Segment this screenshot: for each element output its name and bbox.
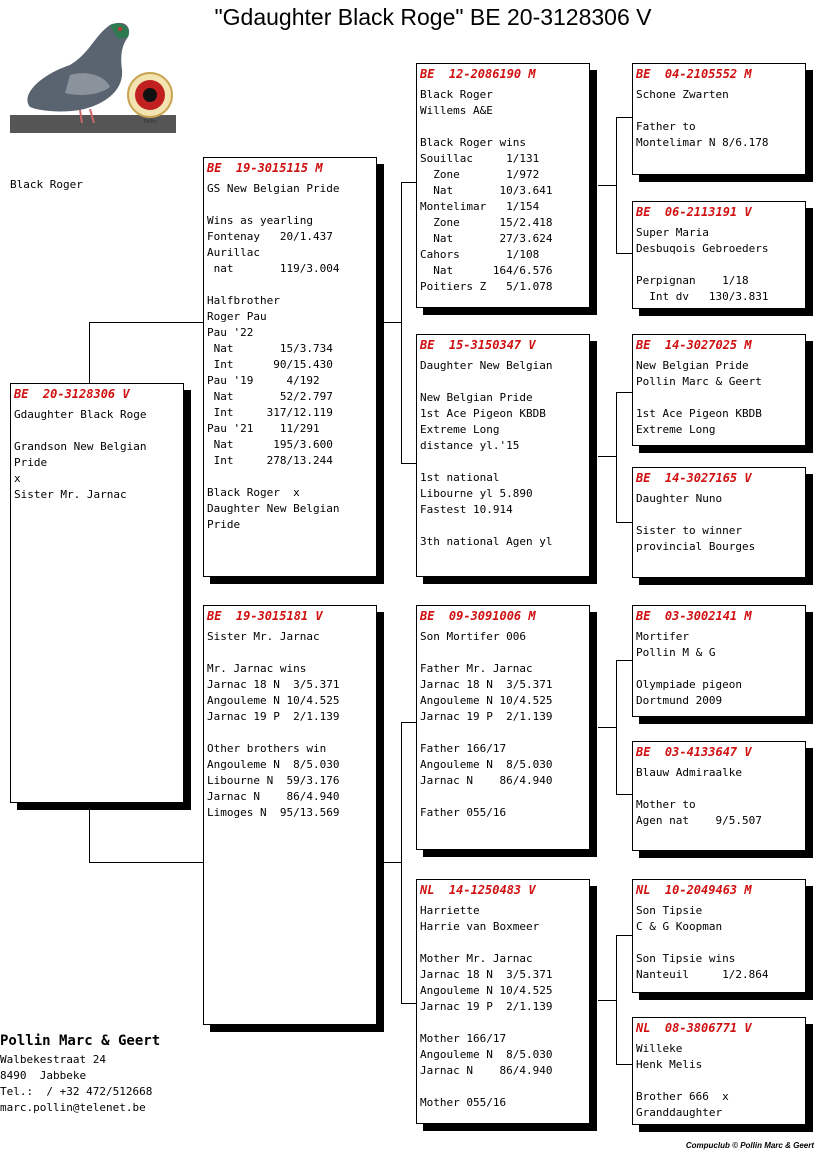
ring-number: NL 14-1250483 V — [420, 883, 536, 897]
dam-card[interactable] — [203, 605, 377, 1025]
ring-number: NL 10-2049463 M — [636, 883, 752, 897]
pedigree-text: Son Mortifer 006 Father Mr. Jarnac Jarnac 18 N 3/5.371 Angouleme N 10/4.525 Jarnac 19 P 2/1.139 Father 166/17 Angouleme N 8/5.030 Jarnac N 86/4.940 Father 055/16 — [420, 630, 553, 819]
pedigree-text: GS New Belgian Pride Wins as yearling Fontenay 20/1.437 Aurillac nat 119/3.004 Halfbrother Roger Pau Pau '22 Nat 15/3.734 Int 90/15.430 Pau '19 4/192 Nat 52/2.797 Int 317/12.119 Pau '21 11/291 Nat 195/3.600 Int 278/13.244 Black Roger x Daughter New Belgian Pride — [207, 182, 340, 531]
ring-number: BE 14-3027165 V — [636, 471, 752, 485]
pedigree-text: Schone Zwarten Father to Montelimar N 8/6.178 — [636, 88, 769, 149]
ring-number: BE 19-3015115 M — [207, 161, 323, 175]
ring-number: BE 19-3015181 V — [207, 609, 323, 623]
sire-sire-card[interactable] — [416, 63, 590, 308]
sire-card[interactable] — [203, 157, 377, 577]
sds-card[interactable] — [632, 334, 806, 446]
dam-dam-card[interactable] — [416, 879, 590, 1124]
pedigree-text: Super Maria Desbuqois Gebroeders Perpignan 1/18 Int dv 130/3.831 — [636, 226, 769, 303]
ssd-card[interactable] — [632, 201, 806, 309]
pedigree-text: Daughter New Belgian New Belgian Pride 1st Ace Pigeon KBDB Extreme Long distance yl.'15 1st national Libourne yl 5.890 Fastest 10.914 3th national Agen yl — [420, 359, 553, 548]
ring-number: BE 06-2113191 V — [636, 205, 752, 219]
dam-sire-card[interactable] — [416, 605, 590, 850]
pedigree-text: Blauw Admiraalke Mother to Agen nat 9/5.507 — [636, 766, 762, 827]
sdd-card[interactable] — [632, 467, 806, 578]
ring-number: BE 15-3150347 V — [420, 338, 536, 352]
pedigree-text: Daughter Nuno Sister to winner provincial Bourges — [636, 492, 756, 553]
footer-credit: Compuclub © Pollin Marc & Geert — [685, 1141, 814, 1150]
owner-block — [0, 1033, 160, 1116]
ring-number: BE 12-2086190 M — [420, 67, 536, 81]
pedigree-text: Willeke Henk Melis Brother 666 x Granddaughter — [636, 1042, 729, 1119]
ring-number: BE 03-4133647 V — [636, 745, 752, 759]
pedigree-text: Sister Mr. Jarnac Mr. Jarnac wins Jarnac 18 N 3/5.371 Angouleme N 10/4.525 Jarnac 19 P 2/1.139 Other brothers win Angouleme N 8/5.030 Libourne N 59/3.176 Jarnac N 86/4.940 Limoges N 95/13.569 — [207, 630, 340, 819]
ring-number: BE 04-2105552 M — [636, 67, 752, 81]
sss-card[interactable] — [632, 63, 806, 175]
dsd-card[interactable] — [632, 741, 806, 851]
sire-dam-card[interactable] — [416, 334, 590, 577]
top-left-note: Black Roger — [10, 178, 83, 191]
owner-name: Pollin Marc & Geert — [0, 1033, 161, 1049]
ring-number: BE 09-3091006 M — [420, 609, 536, 623]
pedigree-text: Gdaughter Black Roge Grandson New Belgian Pride x Sister Mr. Jarnac — [14, 408, 147, 501]
pedigree-text: Mortifer Pollin M & G Olympiade pigeon Dortmund 2009 — [636, 630, 742, 707]
ddd-card[interactable] — [632, 1017, 806, 1125]
ring-number: BE 14-3027025 M — [636, 338, 752, 352]
pigeon-logo — [10, 15, 176, 133]
ring-number: NL 08-3806771 V — [636, 1021, 752, 1035]
pedigree-text: New Belgian Pride Pollin Marc & Geert 1st Ace Pigeon KBDB Extreme Long — [636, 359, 762, 436]
svg-text:Pollin: Pollin — [143, 119, 157, 125]
pedigree-text: Son Tipsie C & G Koopman Son Tipsie wins Nanteuil 1/2.864 — [636, 904, 769, 981]
ring-number: BE 03-3002141 M — [636, 609, 752, 623]
page-title: "Gdaughter Black Roge" BE 20-3128306 V — [214, 4, 652, 30]
subject-card[interactable] — [10, 383, 184, 803]
pedigree-text: Black Roger Willems A&E Black Roger wins Souillac 1/131 Zone 1/972 Nat 10/3.641 Montelimar 1/154 Zone 15/2.418 Nat 27/3.624 Cahors 1/108 Nat 164/6.576 Poitiers Z 5/1.078 — [420, 88, 553, 293]
dds-card[interactable] — [632, 879, 806, 993]
ring-number: BE 20-3128306 V — [14, 387, 130, 401]
dss-card[interactable] — [632, 605, 806, 717]
pedigree-text: Harriette Harrie van Boxmeer Mother Mr. Jarnac Jarnac 18 N 3/5.371 Angouleme N 10/4.525 Jarnac 19 P 2/1.139 Mother 166/17 Angouleme N 8/5.030 Jarnac N 86/4.940 Mother 055/16 — [420, 904, 553, 1109]
owner-address: Walbekestraat 24 8490 Jabbeke Tel.: / +32 472/512668 marc.pollin@telenet.be — [0, 1053, 153, 1114]
